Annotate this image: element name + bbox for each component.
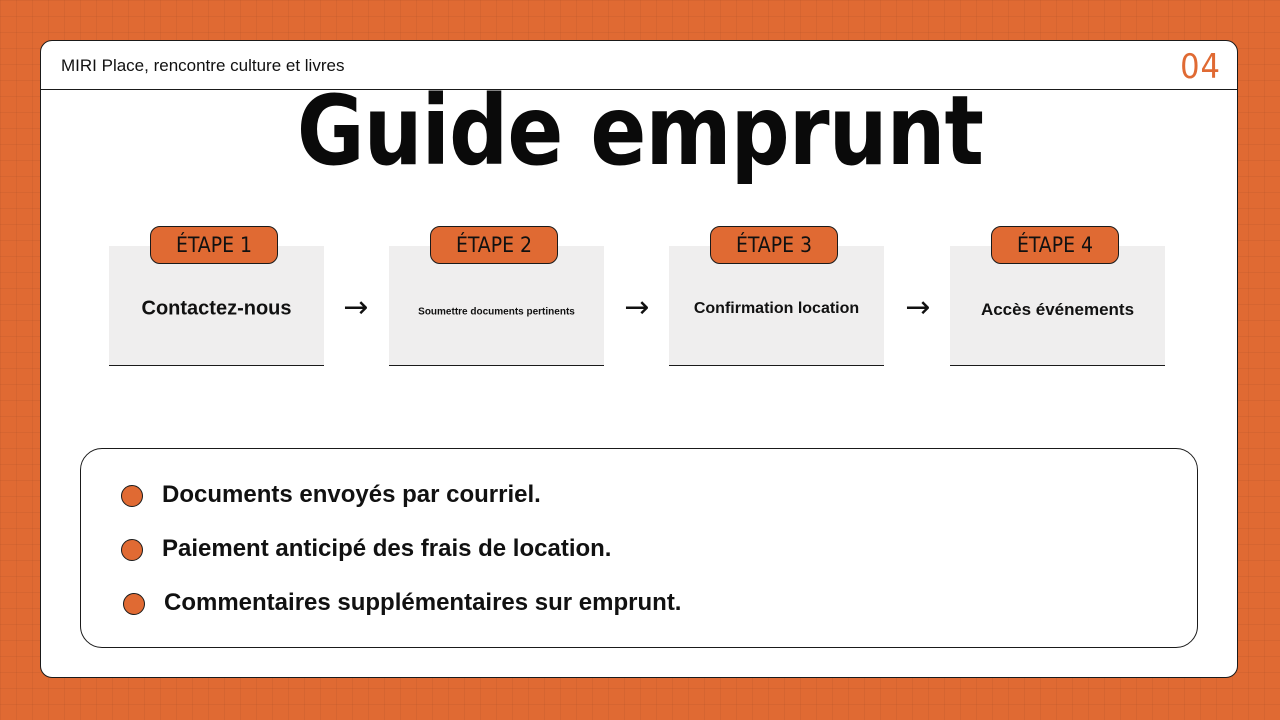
circle-bullet-icon	[121, 539, 143, 561]
note-text: Commentaires supplémentaires sur emprunt.	[164, 589, 682, 616]
notes-panel	[80, 448, 1198, 648]
step-box	[389, 246, 604, 366]
circle-bullet-icon	[123, 593, 145, 615]
step-4	[950, 226, 1165, 366]
circle-bullet-icon	[121, 485, 143, 507]
step-box	[950, 246, 1165, 366]
step-tab: ÉTAPE 1	[150, 226, 278, 264]
right-arrow-icon: →	[905, 290, 931, 325]
right-arrow-icon: →	[624, 290, 650, 325]
step-tab: ÉTAPE 3	[710, 226, 838, 264]
note-text: Paiement anticipé des frais de location.	[162, 535, 612, 562]
step-tab: ÉTAPE 4	[991, 226, 1119, 264]
step-1	[109, 226, 324, 366]
brand-name: MIRI Place, rencontre culture et livres	[61, 56, 345, 75]
step-label: Confirmation location	[693, 300, 860, 317]
page-title: Guide emprunt	[296, 75, 984, 187]
step-tab: ÉTAPE 2	[430, 226, 558, 264]
step-label: Soumettre documents pertinents	[418, 306, 575, 318]
step-2	[389, 226, 604, 366]
step-box	[669, 246, 884, 366]
right-arrow-icon: →	[343, 290, 369, 325]
step-label: Contactez-nous	[141, 297, 292, 320]
page-number: 04	[1180, 47, 1221, 87]
step-label: Accès événements	[980, 300, 1135, 319]
step-3	[669, 226, 884, 366]
note-text: Documents envoyés par courriel.	[162, 481, 541, 508]
step-box	[109, 246, 324, 366]
